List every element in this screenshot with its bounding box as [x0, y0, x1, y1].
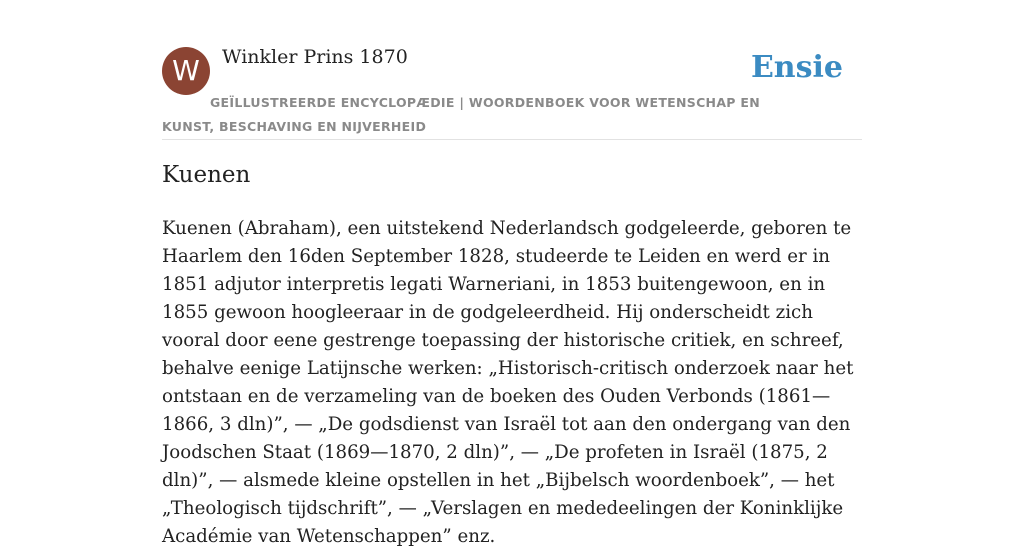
source-title[interactable]: Winkler Prins 1870 [222, 46, 408, 68]
ensie-logo[interactable]: Ensie [750, 50, 843, 85]
entry-body: Kuenen (Abraham), een uitstekend Nederlandsch godgeleerde, geboren te Haarlem den 16den September 1828, studeerde te Leiden en werd er in 1851 adjutor interpretis legati Warneriani, in 1853 buitengewoon, en in 1855 gewoon hoogleeraar in de godgeleerdheid. Hij onderscheidt zich vooral door eene gestrenge toepassing der historische critiek, en schreef, behalve eenige Latijnsche werken: „Historisch-critisch onderzoek naar het ontstaan en de verzameling van de boeken des Ouden Verbonds (1861—1866, 3 dln)”, — „De godsdienst van Israël tot aan den ondergang van den Joodschen Staat (1869—1870, 2 dln)”, — „De profeten in Israël (1875, 2 dln)”, — alsmede kleine opstellen in het „Bijbelsch woordenboek”, — het „Theologisch tijdschrift”, — „Verslagen en mededeelingen der Koninklijke Académie van Wetenschappen” enz. [162, 218, 854, 547]
source-subtitle: GEÏLLUSTREERDE ENCYCLOPÆDIE | WOORDENBOEK VOOR WETENSCHAP EN KUNST, BESCHAVING EN NIJVERHEID [162, 95, 760, 134]
source-header [162, 40, 862, 140]
source-avatar[interactable]: W [162, 47, 210, 95]
entry-title: Kuenen [162, 162, 251, 188]
